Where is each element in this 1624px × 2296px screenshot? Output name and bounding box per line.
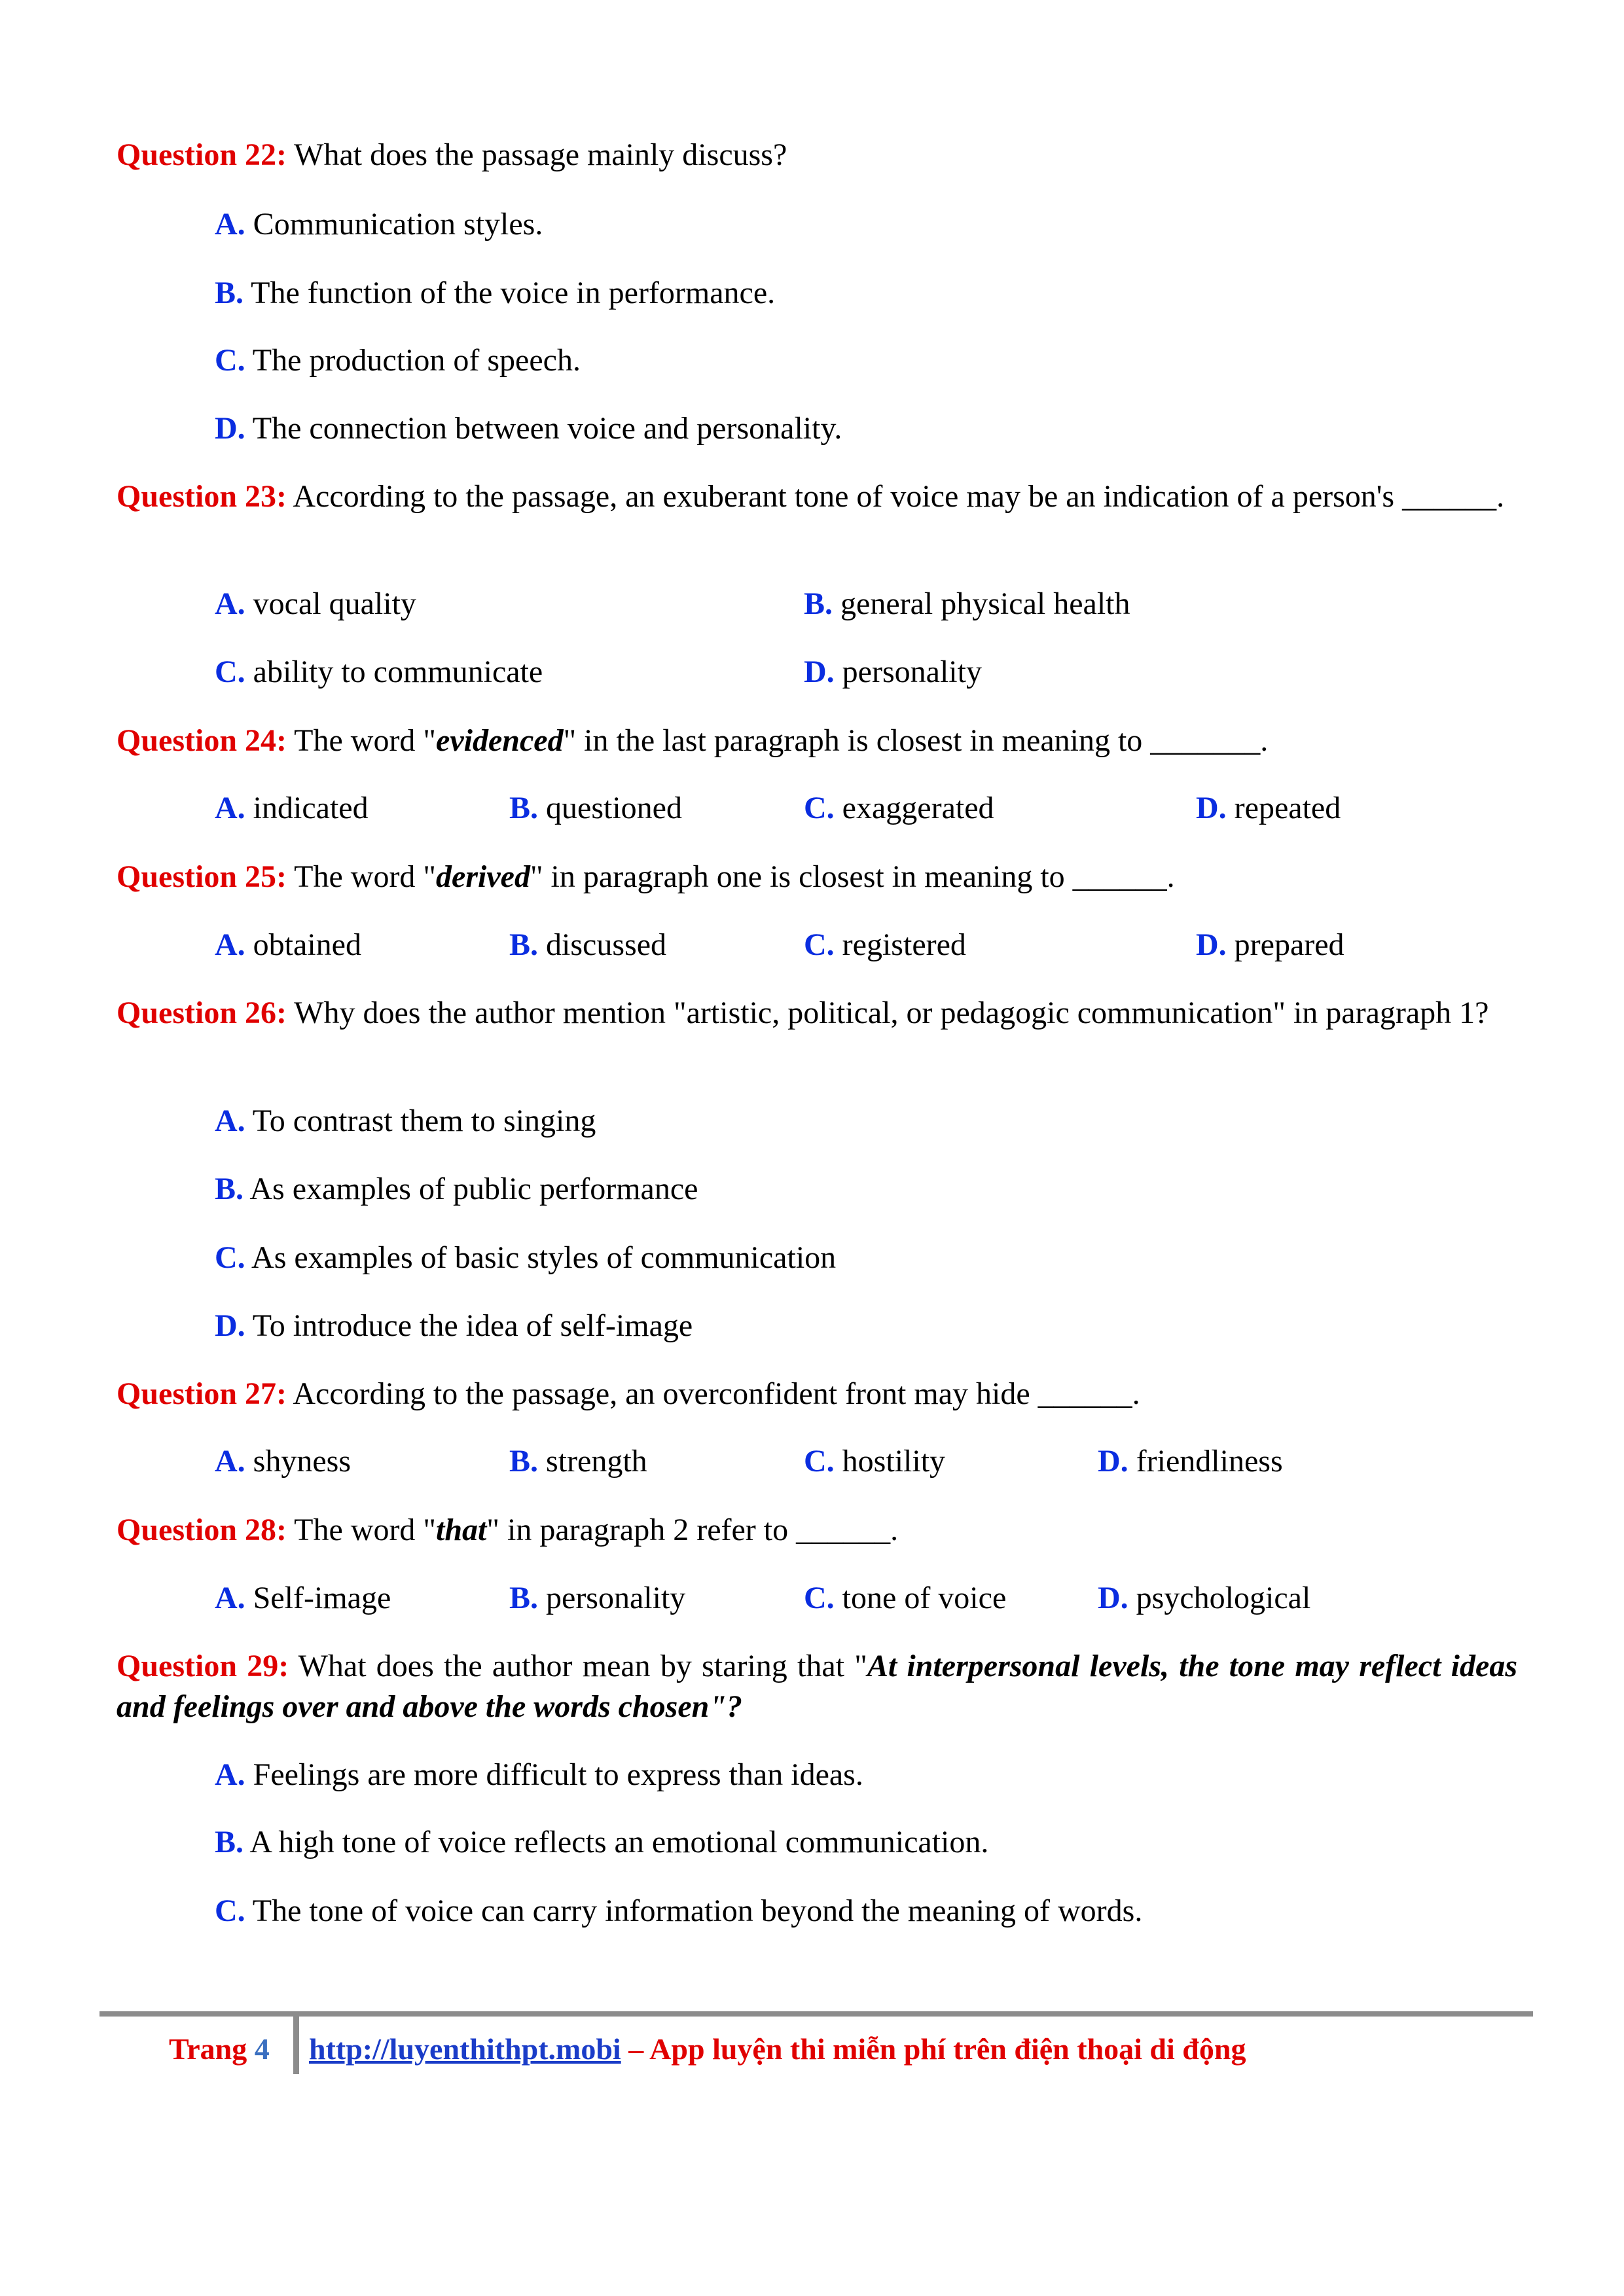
question-text: The word " bbox=[287, 723, 437, 758]
option-letter: B. bbox=[215, 1172, 244, 1206]
option-29-a bbox=[215, 1755, 863, 1795]
option-letter: A. bbox=[215, 1581, 245, 1615]
option-letter: B. bbox=[509, 1581, 539, 1615]
option-letter: C. bbox=[215, 655, 245, 689]
footer-tagline: – App luyện thi miễn phí trên điện thoại di động bbox=[621, 2032, 1246, 2066]
option-text: registered bbox=[834, 927, 966, 962]
option-23-d bbox=[804, 652, 982, 692]
option-24-d bbox=[1196, 788, 1341, 829]
option-letter: D. bbox=[215, 1308, 245, 1343]
option-letter: A. bbox=[215, 1444, 245, 1479]
option-text: prepared bbox=[1226, 927, 1344, 962]
option-letter: C. bbox=[215, 1240, 245, 1275]
option-28-c bbox=[804, 1578, 1006, 1619]
option-text: discussed bbox=[538, 927, 666, 962]
footer-rule bbox=[99, 2011, 1533, 2017]
option-letter: A. bbox=[215, 791, 245, 825]
question-23 bbox=[117, 476, 1517, 517]
option-letter: C. bbox=[804, 791, 835, 825]
option-22-b bbox=[215, 273, 775, 314]
option-letter: D. bbox=[1196, 927, 1227, 962]
option-27-d bbox=[1098, 1441, 1283, 1482]
option-25-a bbox=[215, 925, 361, 965]
option-text: psychological bbox=[1128, 1581, 1311, 1615]
question-text: What does the author mean by staring that " bbox=[289, 1649, 867, 1683]
option-letter: D. bbox=[215, 411, 245, 446]
question-25 bbox=[117, 857, 1517, 897]
question-label: Question 23: bbox=[117, 479, 287, 514]
option-text: questioned bbox=[538, 791, 682, 825]
option-text: To contrast them to singing bbox=[245, 1103, 596, 1138]
question-label: Question 26: bbox=[117, 996, 287, 1030]
option-text: To introduce the idea of self-image bbox=[245, 1308, 693, 1343]
option-25-d bbox=[1196, 925, 1344, 965]
option-letter: D. bbox=[1098, 1581, 1128, 1615]
option-24-c bbox=[804, 788, 994, 829]
question-label: Question 27: bbox=[117, 1376, 287, 1411]
option-text: personality bbox=[834, 655, 982, 689]
option-text: As examples of basic styles of communication bbox=[245, 1240, 837, 1275]
page-label: Trang bbox=[169, 2032, 255, 2066]
option-24-a bbox=[215, 788, 369, 829]
option-letter: B. bbox=[804, 586, 833, 621]
option-text: hostility bbox=[834, 1444, 946, 1479]
option-letter: D. bbox=[1196, 791, 1227, 825]
option-text: tone of voice bbox=[834, 1581, 1007, 1615]
option-letter: D. bbox=[804, 655, 835, 689]
footer-separator bbox=[293, 2017, 299, 2074]
option-letter: B. bbox=[215, 1825, 244, 1859]
option-text: personality bbox=[538, 1581, 686, 1615]
option-letter: C. bbox=[804, 1581, 835, 1615]
option-26-d bbox=[215, 1306, 693, 1346]
option-text: indicated bbox=[245, 791, 369, 825]
option-text: The connection between voice and personality. bbox=[245, 411, 842, 446]
option-text: vocal quality bbox=[245, 586, 416, 621]
option-letter: B. bbox=[215, 276, 244, 310]
option-text: Communication styles. bbox=[245, 207, 543, 242]
option-27-b bbox=[509, 1441, 647, 1482]
question-24 bbox=[117, 721, 1517, 761]
option-letter: C. bbox=[804, 1444, 835, 1479]
option-letter: A. bbox=[215, 1103, 245, 1138]
question-text: The word " bbox=[287, 1513, 437, 1547]
question-text: The word " bbox=[287, 859, 437, 894]
option-25-b bbox=[509, 925, 666, 965]
option-23-a bbox=[215, 584, 416, 624]
option-text: general physical health bbox=[833, 586, 1130, 621]
option-27-c bbox=[804, 1441, 945, 1482]
option-text: Feelings are more difficult to express than ideas. bbox=[245, 1757, 863, 1792]
option-text: shyness bbox=[245, 1444, 352, 1479]
option-letter: A. bbox=[215, 586, 245, 621]
option-letter: D. bbox=[1098, 1444, 1128, 1479]
question-text: Why does the author mention "artistic, political, or pedagogic communication" in paragraph 1? bbox=[287, 996, 1489, 1030]
question-text: " in paragraph 2 refer to ______. bbox=[486, 1513, 899, 1547]
option-text: A high tone of voice reflects an emotional communication. bbox=[244, 1825, 989, 1859]
question-label: Question 24: bbox=[117, 723, 287, 758]
question-keyword: that bbox=[436, 1513, 487, 1547]
question-keyword: evidenced bbox=[436, 723, 564, 758]
question-22 bbox=[117, 135, 1517, 175]
question-label: Question 28: bbox=[117, 1513, 287, 1547]
option-28-a bbox=[215, 1578, 391, 1619]
option-letter: B. bbox=[509, 927, 539, 962]
question-text: " in paragraph one is closest in meaning to ______. bbox=[530, 859, 1175, 894]
option-text: repeated bbox=[1226, 791, 1341, 825]
option-27-a bbox=[215, 1441, 351, 1482]
page-number: 4 bbox=[254, 2032, 270, 2066]
question-text: According to the passage, an exuberant tone of voice may be an indication of a person's ______. bbox=[287, 479, 1505, 514]
question-keyword: derived bbox=[436, 859, 530, 894]
option-29-b bbox=[215, 1822, 988, 1863]
option-text: ability to communicate bbox=[245, 655, 543, 689]
question-quote: At interpersonal levels, the tone may reflect ideas and feelings over and above the words chosen"? bbox=[117, 1649, 1518, 1724]
option-text: The production of speech. bbox=[245, 343, 581, 378]
option-letter: C. bbox=[215, 1893, 245, 1928]
option-22-d bbox=[215, 408, 842, 449]
option-text: Self-image bbox=[245, 1581, 391, 1615]
option-28-b bbox=[509, 1578, 685, 1619]
option-26-b bbox=[215, 1169, 698, 1210]
question-26 bbox=[117, 993, 1517, 1033]
question-27 bbox=[117, 1374, 1517, 1414]
question-29 bbox=[117, 1646, 1517, 1727]
option-24-b bbox=[509, 788, 682, 829]
question-label: Question 22: bbox=[117, 137, 287, 172]
option-letter: A. bbox=[215, 1757, 245, 1792]
question-label: Question 29: bbox=[117, 1649, 289, 1683]
option-28-d bbox=[1098, 1578, 1310, 1619]
option-26-c bbox=[215, 1238, 836, 1278]
option-letter: B. bbox=[509, 791, 539, 825]
option-letter: A. bbox=[215, 207, 245, 242]
question-text: " in the last paragraph is closest in meaning to _______. bbox=[563, 723, 1269, 758]
footer-page bbox=[169, 2029, 270, 2070]
option-22-a bbox=[215, 204, 543, 245]
option-text: exaggerated bbox=[834, 791, 994, 825]
option-23-c bbox=[215, 652, 543, 692]
question-label: Question 25: bbox=[117, 859, 287, 894]
option-text: strength bbox=[538, 1444, 647, 1479]
option-text: As examples of public performance bbox=[244, 1172, 698, 1206]
option-26-a bbox=[215, 1101, 596, 1141]
option-letter: A. bbox=[215, 927, 245, 962]
option-text: friendliness bbox=[1128, 1444, 1283, 1479]
option-22-c bbox=[215, 340, 581, 381]
question-text: According to the passage, an overconfident front may hide ______. bbox=[287, 1376, 1140, 1411]
option-29-c bbox=[215, 1891, 1142, 1931]
option-letter: C. bbox=[215, 343, 245, 378]
footer-text bbox=[309, 2029, 1246, 2070]
option-text: obtained bbox=[245, 927, 361, 962]
question-28 bbox=[117, 1510, 1517, 1551]
footer-link[interactable]: http://luyenthithpt.mobi bbox=[309, 2032, 621, 2066]
question-text: What does the passage mainly discuss? bbox=[287, 137, 787, 172]
option-23-b bbox=[804, 584, 1130, 624]
option-letter: B. bbox=[509, 1444, 539, 1479]
option-letter: C. bbox=[804, 927, 835, 962]
option-25-c bbox=[804, 925, 966, 965]
option-text: The tone of voice can carry information beyond the meaning of words. bbox=[245, 1893, 1143, 1928]
option-text: The function of the voice in performance. bbox=[244, 276, 776, 310]
